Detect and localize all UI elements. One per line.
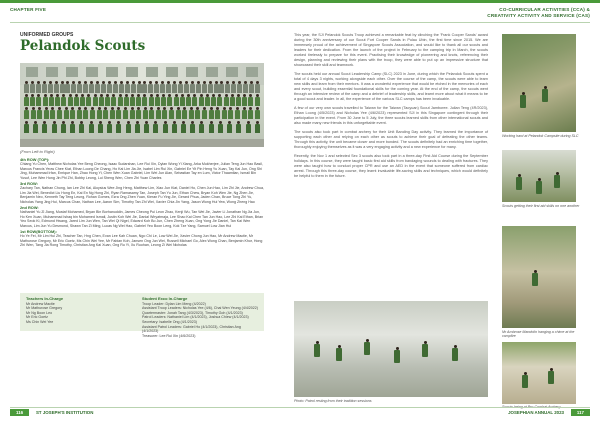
photo-person	[248, 107, 253, 119]
photo-person	[71, 81, 76, 93]
photo-person	[255, 121, 260, 133]
photo-person	[153, 121, 158, 133]
photo-ground	[20, 139, 264, 147]
teacher-item: Ms Chin Wei Yee	[26, 319, 54, 324]
photo-row-2	[24, 107, 260, 119]
photo-person	[246, 121, 251, 133]
photo-figure	[452, 345, 458, 361]
photo-person	[242, 94, 247, 106]
photo-patrol-group	[294, 301, 488, 397]
photo-person	[149, 94, 154, 106]
photo-person	[195, 107, 200, 119]
name-row-title: 3rd ROW:	[20, 180, 38, 186]
photo-person	[48, 81, 53, 93]
photo-person	[98, 121, 103, 133]
photo-person	[235, 107, 240, 119]
name-row-title: 2nd ROW:	[20, 204, 39, 210]
photo-person	[99, 94, 104, 106]
photo-person	[107, 121, 112, 133]
photo-person	[89, 121, 94, 133]
name-row-text: Zachary Tan, Nathan Chong, Ian Lee Zhi Kai, Aloysius Wee Jing Heng, Matthew Lim, Xiao Jun Kiat, Daniel Ho, Chen Jun Hao, Lim Zhi Jie, Andrew Chua, Lim Jia Wei, Benedict Liu Hong En, Kai En Ng Hong Zhi, Ryan Ramasamy Tan, Joseph Tan Yu Jun, Ethan Chew, Bryan Koh Wen Jie, Ng Zhen Jie, Benjamin Neo, Kenneth Tay Teng Leung, Rohan Gomes, Ezra Ong Zhen Yuan, Kieran Fu Ying Jie, Gerard Phua, Jaden Chan, Bruce Tong Zhi Yu, Nicholas Yang Jing Hui, Marcus Chan, Nathan Lee, Aaron Sim, Timothy Tan Zhi Wei, Xavier Chia Jin Yang, Jason Wong Hui Yew, Wong Zheng Hao	[20, 186, 264, 204]
photo-person	[119, 81, 124, 93]
photo-person	[169, 107, 174, 119]
article-paragraph: A few of our very own scouts travelled to Taiwan for the Taiwan (Taoyuan) Scout Jamboree. Julian Teng (4R/2023), Ethan Loong (4/5/2023) and Nicholas Yee (4/6/2023) represented SJI in this Singapore contingent through their participation in the event. From 30 June to 5 July, the three scouts learned skills from other international scouts and also made many new friends in this unforgettable event.	[294, 106, 488, 126]
photo-person	[77, 107, 82, 119]
photo-person	[184, 81, 189, 93]
photo-figure	[522, 372, 528, 388]
article-body	[294, 33, 488, 183]
photo-person	[237, 81, 242, 93]
photo-person	[225, 81, 230, 93]
photo-person	[166, 81, 171, 93]
photo-person	[255, 107, 260, 119]
photo-building-window	[186, 67, 198, 77]
photo-person	[124, 94, 129, 106]
photo-person	[83, 81, 88, 93]
photo-person	[209, 121, 214, 133]
name-row-text: Nathaniel Yu Zi Jiang, Mustaf Mohamed, Bryan Bin Borhanuddin, James Cheong Pui Leon Zhao, Kenji Wu, Tan Wei Jie, Javier Li Jonathan Ng Jia Jun, Ho Ken Xuan, Muhammad Ishaq bin Mohamed Ismail, Justin Koh Wei Jie, Danial Wiryatmaja, Lee Shao Kai Chen Tan Jun Hao, Lee Zhi Kai Ethan, Brian Yeo Seok Ki, Edmund Hwang, Jared Lim Jun Wen, Tan Wei Qi Nigel, Edward Koh Bo Jun, Chen Zheng Xuan, Ong Yong Jie Daniel, Tan Kai Wen Marcus, Lim Jun Yu Desmond, Shawn Tan Zi Ming, Lucas Ng Wei Hao, Gabriel Yeo Boon Leng, Kok Tze Yang, Samuel Low Jian Hui	[20, 210, 264, 228]
photo-person	[249, 81, 254, 93]
photo-row-4	[24, 81, 260, 93]
photo-person	[189, 107, 194, 119]
name-row-title: 4th ROW (TOP):	[20, 156, 50, 162]
photo-figure	[394, 347, 400, 363]
photo-person	[163, 121, 168, 133]
photo-row-1	[24, 121, 260, 133]
section-label-line1: CO-CURRICULAR ACTIVITIES (CCA) &	[499, 7, 590, 12]
photo-person	[130, 94, 135, 106]
photo-person	[161, 94, 166, 106]
article-paragraph: This year, the SJI Pelandok Scouts Troop achieved a remarkable feat by clinching the 'Frank Cooper Sands' award during the 30th anniversary of our Scout Fort Cooper Sands in Pulau Ubin, the first time since 2015. We are immensely proud of the achievement of Singapore Scouts Association, and would like to thank all our scouts and leaders for their dedication. From the launch of the project in February to the camping trip in March, the scouts worked tirelessly to prepare for this event. Practising their knowledge of pioneering and knots, referencing their design, planning and reviewing their plans with the troop, they were able to put up an impressive structure that showcased their skill and teamwork.	[294, 33, 488, 68]
photo-person	[176, 107, 181, 119]
photo-person	[186, 94, 191, 106]
photo-caption-campfire: Mr Ambrose Mandolin hanging a chime at the campfire	[502, 330, 575, 339]
photo-person	[144, 121, 149, 133]
chapter-label: CHAPTER FIVE	[10, 7, 47, 12]
photo-building-window	[246, 67, 258, 77]
photo-row-3	[24, 94, 260, 106]
photo-person	[211, 94, 216, 106]
photo-person	[243, 81, 248, 93]
name-row-title: 1st ROW(BOTTOM):	[20, 228, 57, 234]
photo-person	[205, 94, 210, 106]
photo-person	[113, 81, 118, 93]
photo-person	[70, 107, 75, 119]
photo-building-window	[226, 67, 238, 77]
photo-person	[105, 94, 110, 106]
photo-person	[55, 94, 60, 106]
photo-person	[43, 94, 48, 106]
article-paragraph: Recently, the Nov 1 and selected Sec 3 scouts also took part in a three-day First Aid Course during the September holidays. In this course, they were taught basic first aid skills from bandaging wounds to dealing with fractures. They were also taught how to conduct proper CPR and use an AED in the event that someone suffered from cardiac arrest. Through this three-day course, they learnt invaluable life-saving skills and techniques, which would definitely be helpful to them in the future.	[294, 154, 488, 179]
section-subtitle: UNIFORMED GROUPS	[20, 32, 74, 38]
photo-person	[167, 94, 172, 106]
photo-person	[228, 107, 233, 119]
photo-person	[190, 81, 195, 93]
photo-person	[199, 121, 204, 133]
photo-person	[110, 107, 115, 119]
photo-person	[255, 94, 260, 106]
section-label	[487, 7, 590, 18]
photo-person	[156, 107, 161, 119]
photo-person	[74, 94, 79, 106]
photo-person	[174, 94, 179, 106]
photo-person	[136, 107, 141, 119]
photo-person	[44, 107, 49, 119]
photo-building-window	[66, 67, 78, 77]
photo-figure	[536, 178, 542, 194]
photo-person	[24, 107, 29, 119]
photo-person	[236, 121, 241, 133]
photo-person	[79, 121, 84, 133]
photo-person	[24, 81, 29, 93]
photo-figure	[554, 172, 560, 188]
photo-figure	[542, 86, 548, 102]
photo-person	[111, 94, 116, 106]
photo-building-window	[86, 67, 98, 77]
teacher-item: Mr Mathurose Gregory	[26, 306, 63, 311]
photo-person	[135, 121, 140, 133]
photo-person	[180, 94, 185, 106]
footer-annual-name: JOSEPHIAN ANNUAL 2023	[508, 410, 564, 415]
article-paragraph: The scouts also took part in combat archery for their Unit Banding Day activity. They learned the importance of supporting each other and relying on each other as scouts to achieve their goal of defeating the other teams. Through this activity, the unit became closer and more bonded. The scouts definitely had an enriching time together, thoroughly enjoying themselves as it was a very engaging activity and a new experience for many.	[294, 130, 488, 150]
photo-person	[123, 107, 128, 119]
photo-person	[215, 107, 220, 119]
photo-person	[126, 121, 131, 133]
photo-person	[154, 81, 159, 93]
photo-person	[236, 94, 241, 106]
teachers-heading: Teachers In-Charge	[26, 296, 64, 301]
photo-person	[231, 81, 236, 93]
photo-person	[70, 121, 75, 133]
photo-person	[24, 121, 29, 133]
exco-item: Quartermaster: Jonah Tang (4/3/2023), Timothy Goh (4/1/2023)	[142, 310, 243, 315]
photo-person	[101, 81, 106, 93]
page-number-left: 116	[10, 409, 29, 416]
photo-figure	[548, 368, 554, 384]
photo-person	[142, 81, 147, 93]
photo-person	[93, 94, 98, 106]
photo-person	[217, 94, 222, 106]
photo-person	[24, 94, 29, 106]
photo-person	[178, 81, 183, 93]
teacher-item: Mr Andrew Mactie	[26, 301, 55, 306]
photo-person	[202, 81, 207, 93]
photo-person	[218, 121, 223, 133]
photo-figure	[516, 174, 522, 190]
photo-person	[162, 107, 167, 119]
photo-person	[143, 107, 148, 119]
photo-figure	[532, 270, 538, 286]
photo-person	[65, 81, 70, 93]
photo-person	[131, 81, 136, 93]
photo-caption-campsite: Working hard at Pelandok Campsite during SLC	[502, 134, 579, 138]
photo-person	[255, 81, 260, 93]
photo-person	[199, 94, 204, 106]
photo-person	[219, 81, 224, 93]
photo-person	[224, 94, 229, 106]
photo-figure	[336, 345, 342, 361]
photo-caption-patrol: Photo: Patrol resting from their tradition sessions	[294, 399, 372, 403]
photo-person	[64, 107, 69, 119]
photo-person	[192, 94, 197, 106]
teacher-item: Mr Eric Goetz	[26, 315, 48, 320]
photo-person	[142, 94, 147, 106]
photo-person	[181, 121, 186, 133]
photo-person	[107, 81, 112, 93]
teacher-item: Mr Ng Boon Leo	[26, 310, 53, 315]
teachers-in-charge-box	[20, 293, 264, 338]
photo-person	[36, 94, 41, 106]
photo-person	[190, 121, 195, 133]
photo-person	[202, 107, 207, 119]
photo-person	[125, 81, 130, 93]
photo-person	[30, 94, 35, 106]
footer-divider	[10, 407, 590, 408]
photo-person	[172, 121, 177, 133]
photo-campfire	[502, 226, 576, 328]
photo-building-window	[126, 67, 138, 77]
photo-person	[155, 94, 160, 106]
student-exco-heading: Student Exco In-Charge	[142, 296, 188, 301]
photo-first-aid	[502, 150, 576, 202]
photo-person	[61, 94, 66, 106]
page-number-right: 117	[571, 409, 590, 416]
photo-building-window	[206, 67, 218, 77]
teachers-column	[26, 297, 142, 327]
photo-person	[118, 94, 123, 106]
photo-person	[50, 107, 55, 119]
photo-person	[54, 81, 59, 93]
photo-person	[68, 94, 73, 106]
photo-person	[61, 121, 66, 133]
photo-person	[36, 81, 41, 93]
photo-person	[130, 107, 135, 119]
photo-building-window	[46, 67, 58, 77]
photo-person	[137, 81, 142, 93]
photo-person	[42, 121, 47, 133]
photo-person	[90, 107, 95, 119]
photo-person	[116, 107, 121, 119]
photo-figure	[520, 92, 526, 108]
photo-person	[214, 81, 219, 93]
photo-person	[209, 107, 214, 119]
photo-person	[31, 107, 36, 119]
header-divider	[10, 22, 590, 23]
photo-person	[77, 81, 82, 93]
photo-person	[149, 107, 154, 119]
photo-person	[97, 107, 102, 119]
photo-person	[86, 94, 91, 106]
photo-campsite	[502, 34, 576, 132]
exco-item: Assistant Patrol Leaders: Gabriel Ho (4/1/2023), Christian Ang (4/1/2023)	[142, 324, 241, 334]
name-row-text: Ho Ye Fei, Mr Lim Hui Zhi, Teacher Tan, Hng Chen, Evan Lee Kah Chuan, Ngo Chi Le, Low Wei Jie, Xavier Chong Jun Hao, Mr Andrew Mactie, Mr Mathurose Gregory, Mr Eric Goetz, Ms Chin Wei Yee, Mr Fabian Koh, Jansen Ong Jun Wei, Russell Michael Go, Alex Wong Chan, Benjamin Khor, Hong Zhi Wen, Tang Jia Rong Timothy, Christian Ang Kai Xuan, Ong Ru Yi, Xu Ruohan, Leong Zi Wei Nicholas	[20, 234, 263, 247]
section-label-line2: CREATIVITY ACTIVITY AND SERVICE (CAS)	[487, 12, 590, 18]
photo-building-window	[146, 67, 158, 77]
photo-person	[89, 81, 94, 93]
photo-person	[33, 121, 38, 133]
exco-item: Secretary: Isabelle Ong (4/1/2023)	[142, 319, 197, 324]
photo-building-window	[26, 67, 38, 77]
name-list	[20, 156, 264, 248]
photo-person	[103, 107, 108, 119]
photo-person	[248, 94, 253, 106]
photo-building-window	[106, 67, 118, 77]
name-row-text: Chiang Yu Chen, Matthew Nicholas Yee Beng Cheong, Isaac Sudarshan, Lee Rui Xin, Dylan Wong Yi Xiang, Arka Mukherjee, Julian Teng Jun Hao Basil, Marcus Francis Yeow Chee Kiat, Ethan Loong De Chang, Ho Kai Lim Jia Jie, Isabel Lim Rui Xin, Gabriel Ee Yit Pin Heng Yu Xuan, Tay Kai Jun, Ong Shi Jing, Muhammad Irfan, Enrique Han, Zhao Hong Yi, Chen Wen Xuan Gabriel, Lim Wei Jun Alan, Sebastian Tay en Lum, Victor Thaamilan, Ismail Bin Yusuf, Lee Wen Hong Jin Phi Zhi, Bobby Leong, Lui Sheng Wen, Chen Zhi Yuan Charles	[20, 162, 263, 180]
photo-figure	[364, 339, 370, 355]
photo-person	[116, 121, 121, 133]
photo-person	[60, 81, 65, 93]
photo-figure	[422, 341, 428, 357]
photo-person	[95, 81, 100, 93]
photo-person	[208, 81, 213, 93]
page-title: Pelandok Scouts	[20, 38, 146, 54]
article-paragraph: The scouts held our annual Scout Leadership Camp (SLC) 2023 in June, during which the Pelandok Scouts spent a total of 4 days 3 nights, working alongside each other. Over the course of the camp, the scouts were able to learn new skills and learn from their mentors. It was a wonderful experience that would be etched in the memories of each and every scout, building essential foundational skills for the coming year. At the end of the camp, the scouts went through an intensive review of the camp and a debrief of leadership skills, and learnt more about what it means to be a good scout and leader. In all, the experience of the various SLC camps has been invaluable.	[294, 72, 488, 102]
photo-person	[49, 94, 54, 106]
exco-item: Patrol Leaders: Nathaniel Lim (4/1/2023), Joshua Chiew (4/1/2023)	[142, 315, 249, 320]
exco-item: Troop Leader: Dylan Lim Meng (4/2022)	[142, 301, 206, 306]
student-exco-column	[142, 296, 259, 338]
photo-person	[42, 81, 47, 93]
exco-item: Assistant Troop Leaders: Nicholas Yee (4/6), Chai Wen Yeung (4/4/2022)	[142, 306, 259, 311]
group-photo	[20, 63, 264, 147]
top-accent-rule	[0, 0, 600, 3]
photo-person	[80, 94, 85, 106]
photo-combat-archery	[502, 342, 576, 404]
footer-school-name: ST JOSEPH'S INSTITUTION	[36, 410, 94, 415]
photo-person	[230, 94, 235, 106]
photo-person	[148, 81, 153, 93]
photo-person	[30, 81, 35, 93]
photo-person	[83, 107, 88, 119]
photo-building-window	[166, 67, 178, 77]
photo-person	[172, 81, 177, 93]
photo-person	[52, 121, 57, 133]
exco-item: Treasurer: Lee Rui Xin (4/6/2023)	[142, 333, 196, 338]
photo-person	[227, 121, 232, 133]
photo-person	[196, 81, 201, 93]
photo-person	[57, 107, 62, 119]
photo-person	[37, 107, 42, 119]
group-photo-caption: (From Left to Right)	[20, 149, 55, 154]
photo-person	[222, 107, 227, 119]
photo-figure	[314, 341, 320, 357]
photo-caption-first-aid: Scouts getting their first aid skills on one another	[502, 204, 580, 208]
page-footer	[10, 409, 590, 419]
photo-person	[242, 107, 247, 119]
photo-person	[160, 81, 165, 93]
photo-person	[136, 94, 141, 106]
photo-person	[182, 107, 187, 119]
